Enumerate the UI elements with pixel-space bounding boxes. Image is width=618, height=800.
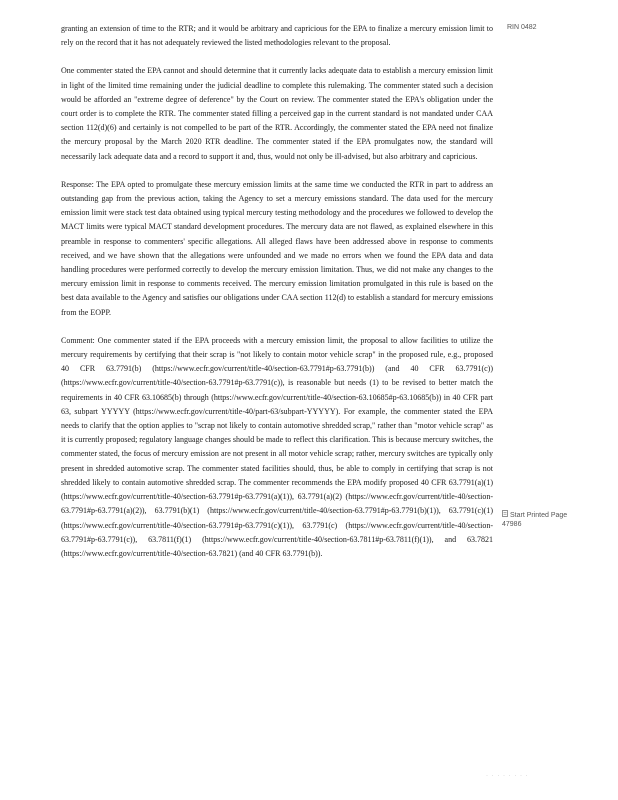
printed-page-marker[interactable] xyxy=(502,510,568,529)
document-body xyxy=(61,22,493,575)
paragraph-4: Comment: One commenter stated if the EPA proceeds with a mercury emission limit, the proposal to allow facilities to utilize the mercury requirements by certifying that their scrap is "not likely to contain motor vehicle scrap" in the proposed rule, e.g., proposed 40 CFR 63.7791(b) (https://www.ecfr.gov/current/title-40/section-63.7791#p-63.7791(b)) (and 40 CFR 63.7791(c)) (https://www.ecfr.gov/current/title-40/section-63.7791#p-63.7791(c)), is reasonable but needs (1) to be revised to better match the requirements in 40 CFR 63.10685(b) through (https://www.ecfr.gov/current/title-40/section-63.10685#p-63.10685(b)) in 40 CFR part 63, subpart YYYYY (https://www.ecfr.gov/current/title-40/part-63/subpart-YYYYY). For example, the commenter stated the EPA needs to clarify that the option applies to "scrap not likely to contain automotive shredded scrap," rather than "motor vehicle scrap" as it is currently proposed; regulatory language changes should be made to reflect this clarification. This is because mercury switches, the commenter stated, the focus of mercury emission are not present in all motor vehicle scrap; rather, mercury switches are typically only present in shredded automotive scrap. The commenter stated facilities should, thus, be able to comply in certifying that scrap is not shredded likely to contain automotive shredded scrap. The commenter recommends the EPA modify proposed 40 CFR 63.7791(a)(1) (https://www.ecfr.gov/current/title-40/section-63.7791#p-63.7791(a)(1)), 63.7791(a)(2) (https://www.ecfr.gov/current/title-40/section-63.7791#p-63.7791(a)(2)), 63.7791(b)(1) (https://www.ecfr.gov/current/title-40/section-63.7791#p-63.7791(b)(1)), 63.7791(c)(1) (https://www.ecfr.gov/current/title-40/section-63.7791#p-63.7791(c)(1)), 63.7791(c) (https://www.ecfr.gov/current/title-40/section-63.7791#p-63.7791(c)), 63.7811(f)(1) (https://www.ecfr.gov/current/title-40/section-63.7811#p-63.7811(f)(1)), and 63.7821 (https://www.ecfr.gov/current/title-40/section-63.7821) (and 40 CFR 63.7791(b)). xyxy=(61,335,493,558)
header-code: RIN 0482 xyxy=(507,24,537,31)
note-icon xyxy=(502,510,508,520)
paragraph-1: granting an extension of time to the RTR; and it would be arbitrary and capricious for the EPA to finalize a mercury emission limit to rely on the record that it has not adequately reviewed the listed methodologies relevant to the proposal. xyxy=(61,24,493,48)
paragraph-3: Response: The EPA opted to promulgate these mercury emission limits at the same time we conducted the RTR in part to address an outstanding gap from the previous action, taking the Agency to set a mercury emissions standard. The data used for the mercury emission limit were stack test data obtained using typical mercury testing methodology and the procedures we followed to develop the MACT limits were typical MACT standard development procedures. The mercury data are not flawed, as explained elsewhere in this preamble in response to commenters' specific allegations. All alleged flaws have been addressed above in response to comments received, and we have shown that the allegations were unfounded and we made no errors when we found the EPA data and data handling procedures were performed correctly to develop the mercury emission limitation. Thus, we did not make any changes to the mercury emission limit in response to comments received. The mercury emission limitation promulgated in this rule is based on the best data available to the Agency and satisfies our obligations under CAA section 112(d) to establish a standard for mercury emissions from the EOPP. xyxy=(61,179,493,317)
paragraph-2: One commenter stated the EPA cannot and should determine that it currently lacks adequate data to establish a mercury emission limit in light of the limited time remaining under the judicial deadline to complete this rulemaking. The commenter stated such a decision would be afforded an "extreme degree of deference" by the Court on review. The commenter stated the EPA's obligation under the court order is to complete the RTR. The commenter stated filling a perceived gap in the current standard is not mandated under CAA section 112(d)(6) and certainly is not compelled to be part of the RTR. Accordingly, the commenter stated the EPA need not finalize the mercury proposal by the March 2020 RTR deadline. The commenter stated if the EPA promulgates now, the standard will necessarily lack adequate data and a record to support it and, thus, would not only be ill-advised, but also arbitrary and capricious. xyxy=(61,66,493,161)
printed-page-label: Start Printed Page 47986 xyxy=(502,512,568,528)
page-footer-dots: · · · · · · · · xyxy=(486,773,529,779)
